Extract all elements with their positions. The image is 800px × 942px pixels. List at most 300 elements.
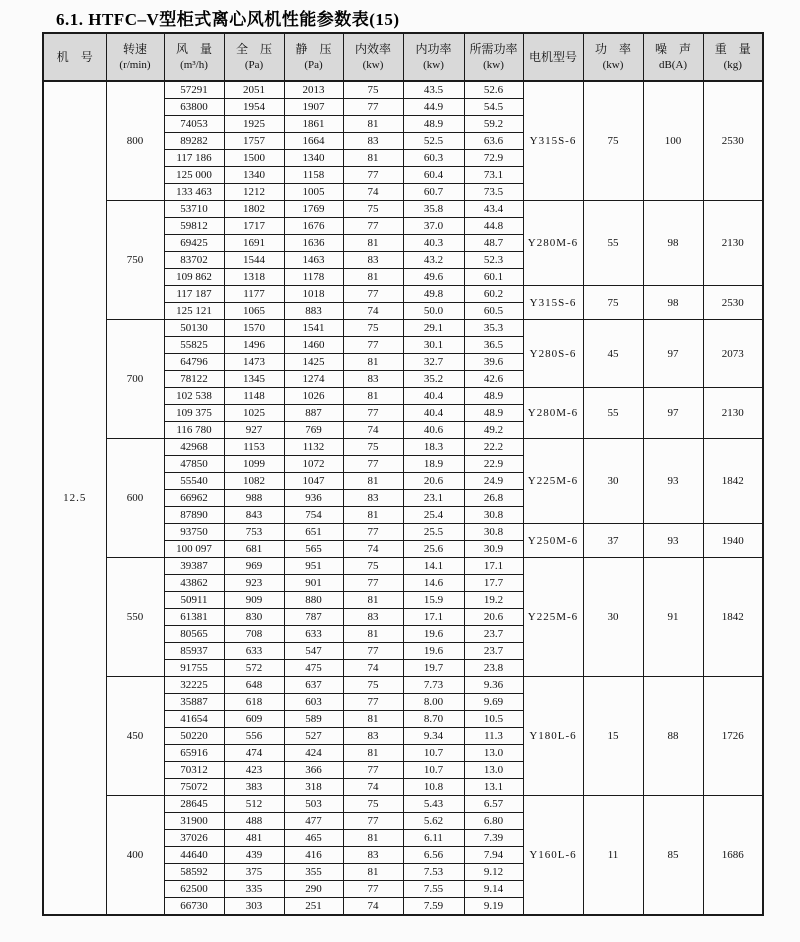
static-pressure-cell: 1541 bbox=[284, 320, 343, 337]
air-volume-cell: 102 538 bbox=[164, 388, 224, 405]
col-header-line: 重 量 bbox=[714, 42, 751, 57]
required-power-cell: 49.2 bbox=[464, 422, 523, 439]
speed-cell: 800 bbox=[106, 81, 164, 201]
static-pressure-cell: 475 bbox=[284, 660, 343, 677]
efficiency-cell: 77 bbox=[343, 762, 403, 779]
efficiency-cell: 83 bbox=[343, 371, 403, 388]
col-header-required-power bbox=[464, 33, 523, 81]
table-body bbox=[43, 81, 763, 915]
col-header-efficiency bbox=[343, 33, 403, 81]
air-volume-cell: 59812 bbox=[164, 218, 224, 235]
col-header-line: (Pa) bbox=[244, 58, 264, 71]
required-power-cell: 9.12 bbox=[464, 864, 523, 881]
internal-power-cell: 25.4 bbox=[403, 507, 464, 524]
efficiency-cell: 77 bbox=[343, 456, 403, 473]
total-pressure-cell: 1025 bbox=[224, 405, 284, 422]
internal-power-cell: 25.6 bbox=[403, 541, 464, 558]
noise-cell: 93 bbox=[643, 439, 703, 524]
internal-power-cell: 9.34 bbox=[403, 728, 464, 745]
total-pressure-cell: 1318 bbox=[224, 269, 284, 286]
required-power-cell: 17.1 bbox=[464, 558, 523, 575]
col-header-line: 静 压 bbox=[295, 42, 332, 57]
total-pressure-cell: 1345 bbox=[224, 371, 284, 388]
weight-cell: 2073 bbox=[703, 320, 763, 388]
required-power-cell: 22.2 bbox=[464, 439, 523, 456]
required-power-cell: 59.2 bbox=[464, 116, 523, 133]
air-volume-cell: 116 780 bbox=[164, 422, 224, 439]
total-pressure-cell: 1717 bbox=[224, 218, 284, 235]
col-header-internal-power bbox=[403, 33, 464, 81]
col-header-motor-model bbox=[523, 33, 583, 81]
efficiency-cell: 83 bbox=[343, 728, 403, 745]
total-pressure-cell: 1153 bbox=[224, 439, 284, 456]
weight-cell: 1686 bbox=[703, 796, 763, 916]
required-power-cell: 48.9 bbox=[464, 405, 523, 422]
air-volume-cell: 61381 bbox=[164, 609, 224, 626]
col-header-line: (kg) bbox=[723, 58, 742, 71]
internal-power-cell: 6.56 bbox=[403, 847, 464, 864]
weight-cell: 2530 bbox=[703, 286, 763, 320]
internal-power-cell: 5.43 bbox=[403, 796, 464, 813]
required-power-cell: 9.19 bbox=[464, 898, 523, 916]
air-volume-cell: 70312 bbox=[164, 762, 224, 779]
speed-cell: 550 bbox=[106, 558, 164, 677]
required-power-cell: 19.2 bbox=[464, 592, 523, 609]
required-power-cell: 73.5 bbox=[464, 184, 523, 201]
col-header-line: 全 压 bbox=[235, 42, 272, 57]
table-row bbox=[43, 677, 763, 694]
required-power-cell: 60.5 bbox=[464, 303, 523, 320]
air-volume-cell: 65916 bbox=[164, 745, 224, 762]
efficiency-cell: 81 bbox=[343, 235, 403, 252]
static-pressure-cell: 754 bbox=[284, 507, 343, 524]
total-pressure-cell: 648 bbox=[224, 677, 284, 694]
col-header-noise bbox=[643, 33, 703, 81]
air-volume-cell: 64796 bbox=[164, 354, 224, 371]
required-power-cell: 60.1 bbox=[464, 269, 523, 286]
required-power-cell: 22.9 bbox=[464, 456, 523, 473]
static-pressure-cell: 477 bbox=[284, 813, 343, 830]
speed-cell: 450 bbox=[106, 677, 164, 796]
total-pressure-cell: 1757 bbox=[224, 133, 284, 150]
total-pressure-cell: 383 bbox=[224, 779, 284, 796]
required-power-cell: 13.0 bbox=[464, 762, 523, 779]
efficiency-cell: 81 bbox=[343, 150, 403, 167]
col-header-line: 功 率 bbox=[594, 42, 631, 57]
air-volume-cell: 125 121 bbox=[164, 303, 224, 320]
total-pressure-cell: 969 bbox=[224, 558, 284, 575]
internal-power-cell: 7.55 bbox=[403, 881, 464, 898]
required-power-cell: 52.6 bbox=[464, 81, 523, 99]
total-pressure-cell: 618 bbox=[224, 694, 284, 711]
internal-power-cell: 48.9 bbox=[403, 116, 464, 133]
col-header-line: (kw) bbox=[423, 58, 444, 71]
total-pressure-cell: 988 bbox=[224, 490, 284, 507]
required-power-cell: 7.94 bbox=[464, 847, 523, 864]
required-power-cell: 17.7 bbox=[464, 575, 523, 592]
total-pressure-cell: 375 bbox=[224, 864, 284, 881]
air-volume-cell: 93750 bbox=[164, 524, 224, 541]
air-volume-cell: 58592 bbox=[164, 864, 224, 881]
efficiency-cell: 75 bbox=[343, 796, 403, 813]
internal-power-cell: 37.0 bbox=[403, 218, 464, 235]
internal-power-cell: 19.6 bbox=[403, 643, 464, 660]
table-row bbox=[43, 796, 763, 813]
air-volume-cell: 69425 bbox=[164, 235, 224, 252]
static-pressure-cell: 318 bbox=[284, 779, 343, 796]
static-pressure-cell: 787 bbox=[284, 609, 343, 626]
required-power-cell: 13.0 bbox=[464, 745, 523, 762]
col-header-line: dB(A) bbox=[658, 58, 688, 71]
efficiency-cell: 81 bbox=[343, 830, 403, 847]
internal-power-cell: 50.0 bbox=[403, 303, 464, 320]
motor-model-cell: Y280S-6 bbox=[523, 320, 583, 388]
air-volume-cell: 41654 bbox=[164, 711, 224, 728]
air-volume-cell: 57291 bbox=[164, 81, 224, 99]
total-pressure-cell: 1570 bbox=[224, 320, 284, 337]
internal-power-cell: 17.1 bbox=[403, 609, 464, 626]
static-pressure-cell: 1072 bbox=[284, 456, 343, 473]
internal-power-cell: 35.8 bbox=[403, 201, 464, 218]
internal-power-cell: 14.1 bbox=[403, 558, 464, 575]
internal-power-cell: 52.5 bbox=[403, 133, 464, 150]
total-pressure-cell: 572 bbox=[224, 660, 284, 677]
total-pressure-cell: 1925 bbox=[224, 116, 284, 133]
static-pressure-cell: 1664 bbox=[284, 133, 343, 150]
static-pressure-cell: 355 bbox=[284, 864, 343, 881]
static-pressure-cell: 565 bbox=[284, 541, 343, 558]
static-pressure-cell: 887 bbox=[284, 405, 343, 422]
col-header-line: (kw) bbox=[602, 58, 624, 71]
efficiency-cell: 77 bbox=[343, 167, 403, 184]
static-pressure-cell: 651 bbox=[284, 524, 343, 541]
static-pressure-cell: 1463 bbox=[284, 252, 343, 269]
efficiency-cell: 77 bbox=[343, 405, 403, 422]
static-pressure-cell: 2013 bbox=[284, 81, 343, 99]
air-volume-cell: 117 187 bbox=[164, 286, 224, 303]
total-pressure-cell: 481 bbox=[224, 830, 284, 847]
efficiency-cell: 74 bbox=[343, 779, 403, 796]
total-pressure-cell: 1802 bbox=[224, 201, 284, 218]
required-power-cell: 36.5 bbox=[464, 337, 523, 354]
required-power-cell: 9.69 bbox=[464, 694, 523, 711]
efficiency-cell: 77 bbox=[343, 337, 403, 354]
air-volume-cell: 55540 bbox=[164, 473, 224, 490]
required-power-cell: 20.6 bbox=[464, 609, 523, 626]
air-volume-cell: 117 186 bbox=[164, 150, 224, 167]
internal-power-cell: 40.4 bbox=[403, 388, 464, 405]
static-pressure-cell: 547 bbox=[284, 643, 343, 660]
static-pressure-cell: 901 bbox=[284, 575, 343, 592]
internal-power-cell: 8.70 bbox=[403, 711, 464, 728]
motor-model-cell: Y225M-6 bbox=[523, 558, 583, 677]
internal-power-cell: 40.4 bbox=[403, 405, 464, 422]
speed-cell: 700 bbox=[106, 320, 164, 439]
noise-cell: 85 bbox=[643, 796, 703, 916]
static-pressure-cell: 1340 bbox=[284, 150, 343, 167]
internal-power-cell: 10.8 bbox=[403, 779, 464, 796]
motor-power-cell: 45 bbox=[583, 320, 643, 388]
static-pressure-cell: 951 bbox=[284, 558, 343, 575]
efficiency-cell: 81 bbox=[343, 864, 403, 881]
total-pressure-cell: 923 bbox=[224, 575, 284, 592]
noise-cell: 97 bbox=[643, 388, 703, 439]
static-pressure-cell: 290 bbox=[284, 881, 343, 898]
speed-cell: 600 bbox=[106, 439, 164, 558]
total-pressure-cell: 753 bbox=[224, 524, 284, 541]
motor-power-cell: 55 bbox=[583, 388, 643, 439]
total-pressure-cell: 927 bbox=[224, 422, 284, 439]
internal-power-cell: 19.6 bbox=[403, 626, 464, 643]
required-power-cell: 73.1 bbox=[464, 167, 523, 184]
total-pressure-cell: 1177 bbox=[224, 286, 284, 303]
internal-power-cell: 43.5 bbox=[403, 81, 464, 99]
efficiency-cell: 81 bbox=[343, 711, 403, 728]
internal-power-cell: 10.7 bbox=[403, 745, 464, 762]
required-power-cell: 39.6 bbox=[464, 354, 523, 371]
efficiency-cell: 77 bbox=[343, 813, 403, 830]
air-volume-cell: 63800 bbox=[164, 99, 224, 116]
internal-power-cell: 10.7 bbox=[403, 762, 464, 779]
internal-power-cell: 35.2 bbox=[403, 371, 464, 388]
motor-power-cell: 55 bbox=[583, 201, 643, 286]
static-pressure-cell: 366 bbox=[284, 762, 343, 779]
required-power-cell: 52.3 bbox=[464, 252, 523, 269]
air-volume-cell: 125 000 bbox=[164, 167, 224, 184]
air-volume-cell: 109 375 bbox=[164, 405, 224, 422]
air-volume-cell: 100 097 bbox=[164, 541, 224, 558]
col-header-line: (kw) bbox=[483, 58, 504, 71]
efficiency-cell: 83 bbox=[343, 133, 403, 150]
motor-power-cell: 15 bbox=[583, 677, 643, 796]
internal-power-cell: 5.62 bbox=[403, 813, 464, 830]
air-volume-cell: 62500 bbox=[164, 881, 224, 898]
col-header-line: 转速 bbox=[122, 42, 147, 57]
efficiency-cell: 75 bbox=[343, 201, 403, 218]
total-pressure-cell: 1099 bbox=[224, 456, 284, 473]
required-power-cell: 7.39 bbox=[464, 830, 523, 847]
total-pressure-cell: 633 bbox=[224, 643, 284, 660]
efficiency-cell: 77 bbox=[343, 575, 403, 592]
col-header-line: (r/min) bbox=[119, 58, 151, 71]
efficiency-cell: 81 bbox=[343, 354, 403, 371]
col-header-line: 机 号 bbox=[56, 49, 93, 64]
total-pressure-cell: 303 bbox=[224, 898, 284, 916]
total-pressure-cell: 439 bbox=[224, 847, 284, 864]
machine-no-cell: 12.5 bbox=[43, 81, 106, 915]
weight-cell: 2130 bbox=[703, 201, 763, 286]
efficiency-cell: 75 bbox=[343, 558, 403, 575]
static-pressure-cell: 1769 bbox=[284, 201, 343, 218]
col-header-line: (kw) bbox=[362, 58, 384, 71]
motor-power-cell: 11 bbox=[583, 796, 643, 916]
table-header bbox=[43, 33, 763, 81]
internal-power-cell: 44.9 bbox=[403, 99, 464, 116]
total-pressure-cell: 830 bbox=[224, 609, 284, 626]
col-header-static-pressure bbox=[284, 33, 343, 81]
total-pressure-cell: 335 bbox=[224, 881, 284, 898]
weight-cell: 1842 bbox=[703, 558, 763, 677]
static-pressure-cell: 465 bbox=[284, 830, 343, 847]
noise-cell: 100 bbox=[643, 81, 703, 201]
total-pressure-cell: 1212 bbox=[224, 184, 284, 201]
efficiency-cell: 81 bbox=[343, 626, 403, 643]
internal-power-cell: 29.1 bbox=[403, 320, 464, 337]
total-pressure-cell: 556 bbox=[224, 728, 284, 745]
required-power-cell: 35.3 bbox=[464, 320, 523, 337]
col-header-line: 电机型号 bbox=[528, 49, 577, 64]
total-pressure-cell: 1148 bbox=[224, 388, 284, 405]
total-pressure-cell: 1340 bbox=[224, 167, 284, 184]
air-volume-cell: 47850 bbox=[164, 456, 224, 473]
efficiency-cell: 81 bbox=[343, 507, 403, 524]
static-pressure-cell: 589 bbox=[284, 711, 343, 728]
weight-cell: 1842 bbox=[703, 439, 763, 524]
efficiency-cell: 77 bbox=[343, 694, 403, 711]
performance-table bbox=[42, 32, 764, 916]
motor-power-cell: 30 bbox=[583, 558, 643, 677]
air-volume-cell: 83702 bbox=[164, 252, 224, 269]
required-power-cell: 23.7 bbox=[464, 626, 523, 643]
col-header-line: 风 量 bbox=[175, 42, 212, 57]
motor-model-cell: Y315S-6 bbox=[523, 286, 583, 320]
total-pressure-cell: 708 bbox=[224, 626, 284, 643]
weight-cell: 2530 bbox=[703, 81, 763, 201]
efficiency-cell: 74 bbox=[343, 303, 403, 320]
air-volume-cell: 109 862 bbox=[164, 269, 224, 286]
air-volume-cell: 35887 bbox=[164, 694, 224, 711]
motor-model-cell: Y160L-6 bbox=[523, 796, 583, 916]
air-volume-cell: 85937 bbox=[164, 643, 224, 660]
static-pressure-cell: 1460 bbox=[284, 337, 343, 354]
air-volume-cell: 66730 bbox=[164, 898, 224, 916]
air-volume-cell: 31900 bbox=[164, 813, 224, 830]
required-power-cell: 11.3 bbox=[464, 728, 523, 745]
required-power-cell: 6.80 bbox=[464, 813, 523, 830]
efficiency-cell: 83 bbox=[343, 609, 403, 626]
internal-power-cell: 43.2 bbox=[403, 252, 464, 269]
required-power-cell: 13.1 bbox=[464, 779, 523, 796]
col-header-weight bbox=[703, 33, 763, 81]
table-header-row bbox=[43, 33, 763, 81]
efficiency-cell: 74 bbox=[343, 184, 403, 201]
static-pressure-cell: 1158 bbox=[284, 167, 343, 184]
efficiency-cell: 75 bbox=[343, 320, 403, 337]
efficiency-cell: 83 bbox=[343, 847, 403, 864]
col-header-line: 噪 声 bbox=[654, 42, 691, 57]
air-volume-cell: 37026 bbox=[164, 830, 224, 847]
col-header-line: 内功率 bbox=[415, 42, 452, 57]
internal-power-cell: 30.1 bbox=[403, 337, 464, 354]
internal-power-cell: 60.4 bbox=[403, 167, 464, 184]
air-volume-cell: 53710 bbox=[164, 201, 224, 218]
weight-cell: 1726 bbox=[703, 677, 763, 796]
col-header-line: (Pa) bbox=[304, 58, 323, 71]
internal-power-cell: 15.9 bbox=[403, 592, 464, 609]
internal-power-cell: 32.7 bbox=[403, 354, 464, 371]
air-volume-cell: 50130 bbox=[164, 320, 224, 337]
internal-power-cell: 40.3 bbox=[403, 235, 464, 252]
internal-power-cell: 7.73 bbox=[403, 677, 464, 694]
required-power-cell: 23.7 bbox=[464, 643, 523, 660]
efficiency-cell: 77 bbox=[343, 286, 403, 303]
efficiency-cell: 75 bbox=[343, 677, 403, 694]
speed-cell: 750 bbox=[106, 201, 164, 320]
total-pressure-cell: 474 bbox=[224, 745, 284, 762]
col-header-line: (m³/h) bbox=[180, 58, 208, 71]
col-header-total-pressure bbox=[224, 33, 284, 81]
efficiency-cell: 83 bbox=[343, 252, 403, 269]
noise-cell: 88 bbox=[643, 677, 703, 796]
efficiency-cell: 81 bbox=[343, 592, 403, 609]
motor-power-cell: 37 bbox=[583, 524, 643, 558]
efficiency-cell: 83 bbox=[343, 490, 403, 507]
total-pressure-cell: 1954 bbox=[224, 99, 284, 116]
air-volume-cell: 28645 bbox=[164, 796, 224, 813]
motor-model-cell: Y180L-6 bbox=[523, 677, 583, 796]
static-pressure-cell: 1636 bbox=[284, 235, 343, 252]
motor-model-cell: Y280M-6 bbox=[523, 388, 583, 439]
efficiency-cell: 77 bbox=[343, 99, 403, 116]
noise-cell: 91 bbox=[643, 558, 703, 677]
table-row bbox=[43, 320, 763, 337]
internal-power-cell: 40.6 bbox=[403, 422, 464, 439]
air-volume-cell: 55825 bbox=[164, 337, 224, 354]
total-pressure-cell: 609 bbox=[224, 711, 284, 728]
required-power-cell: 48.7 bbox=[464, 235, 523, 252]
table-row bbox=[43, 81, 763, 99]
internal-power-cell: 18.3 bbox=[403, 439, 464, 456]
static-pressure-cell: 1178 bbox=[284, 269, 343, 286]
air-volume-cell: 87890 bbox=[164, 507, 224, 524]
col-header-line: 所需功率 bbox=[469, 42, 518, 57]
efficiency-cell: 74 bbox=[343, 422, 403, 439]
efficiency-cell: 77 bbox=[343, 524, 403, 541]
noise-cell: 97 bbox=[643, 320, 703, 388]
total-pressure-cell: 843 bbox=[224, 507, 284, 524]
static-pressure-cell: 1425 bbox=[284, 354, 343, 371]
air-volume-cell: 44640 bbox=[164, 847, 224, 864]
speed-cell: 400 bbox=[106, 796, 164, 916]
internal-power-cell: 19.7 bbox=[403, 660, 464, 677]
required-power-cell: 44.8 bbox=[464, 218, 523, 235]
internal-power-cell: 60.3 bbox=[403, 150, 464, 167]
static-pressure-cell: 503 bbox=[284, 796, 343, 813]
col-header-motor-power bbox=[583, 33, 643, 81]
total-pressure-cell: 512 bbox=[224, 796, 284, 813]
static-pressure-cell: 251 bbox=[284, 898, 343, 916]
static-pressure-cell: 416 bbox=[284, 847, 343, 864]
required-power-cell: 54.5 bbox=[464, 99, 523, 116]
internal-power-cell: 8.00 bbox=[403, 694, 464, 711]
total-pressure-cell: 1082 bbox=[224, 473, 284, 490]
static-pressure-cell: 1018 bbox=[284, 286, 343, 303]
air-volume-cell: 50911 bbox=[164, 592, 224, 609]
required-power-cell: 42.6 bbox=[464, 371, 523, 388]
required-power-cell: 24.9 bbox=[464, 473, 523, 490]
required-power-cell: 60.2 bbox=[464, 286, 523, 303]
total-pressure-cell: 2051 bbox=[224, 81, 284, 99]
total-pressure-cell: 909 bbox=[224, 592, 284, 609]
total-pressure-cell: 1065 bbox=[224, 303, 284, 320]
static-pressure-cell: 527 bbox=[284, 728, 343, 745]
efficiency-cell: 81 bbox=[343, 745, 403, 762]
total-pressure-cell: 1500 bbox=[224, 150, 284, 167]
efficiency-cell: 77 bbox=[343, 218, 403, 235]
required-power-cell: 9.14 bbox=[464, 881, 523, 898]
air-volume-cell: 39387 bbox=[164, 558, 224, 575]
internal-power-cell: 7.53 bbox=[403, 864, 464, 881]
